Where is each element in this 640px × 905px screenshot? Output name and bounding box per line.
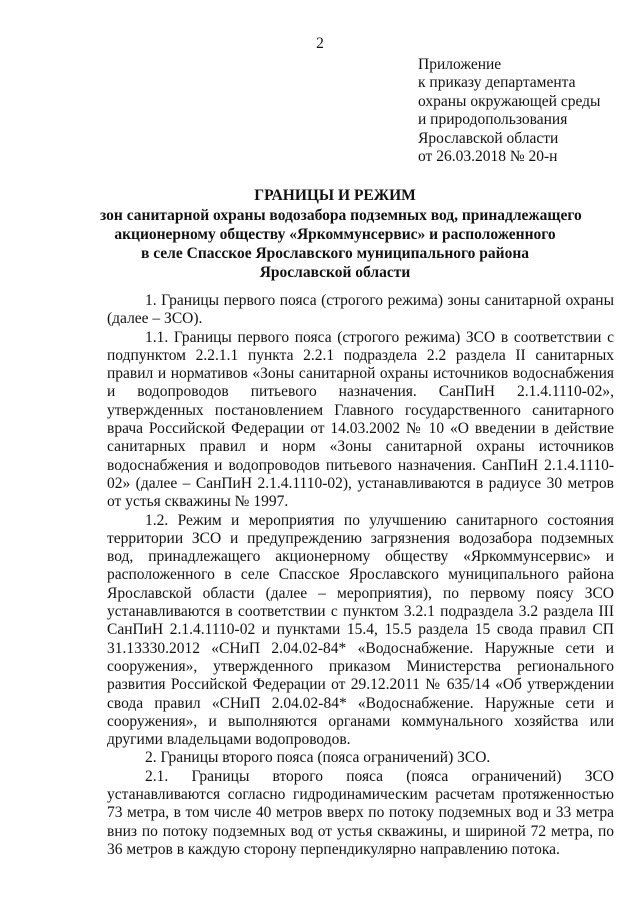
document-body [107,292,614,859]
appendix-header [418,56,633,166]
main-title: ГРАНИЦЫ И РЕЖИМ [254,187,416,204]
page-number: 2 [316,35,324,52]
paragraph-1-1: 1.1. Границы первого пояса (строгого режима) ЗСО в соответствии с подпунктом 2.2.1.1 пункта 2.2.1 подраздела 2.2 раздела II санитарных правил и нормативов «Зоны санитарной охраны источников водоснабжения и водопроводов питьевого назначения. СанПиН 2.1.4.1110-02», утвержденных постановлением Главного государственного санитарного врача Российской Федерации от 14.03.2002 № 10 «О введении в действие санитарных правил и норм «Зоны санитарной охраны источников водоснабжения и водопроводов питьевого назначения. СанПиН 2.1.4.1110-02» (далее – СанПиН 2.1.4.1110-02), устанавливаются в радиусе 30 метров от устья скважины № 1997. [107,328,614,511]
appendix-line: Приложение [418,56,502,73]
paragraph-2-1: 2.1. Границы второго пояса (пояса ограничений) ЗСО устанавливаются согласно гидродинамическим расчетам протяженностью 73 метра, в том числе 40 метров вверх по потоку подземных вод и 33 метра вниз по потоку подземных вод от устья скважины, и шириной 72 метра, по 36 метров в каждую сторону перпендикулярно направлению потока. [107,767,614,858]
paragraph-section-2: 2. Границы второго пояса (пояса ограничений) ЗСО. [145,749,491,767]
appendix-line: от 26.03.2018 № 20-н [418,148,558,166]
appendix-line: к приказу департамента [418,74,576,92]
paragraph-1-2: 1.2. Режим и мероприятия по улучшению санитарного состояния территории ЗСО и предупреждению загрязнения водозабора подземных вод, принадлежащего акционерному обществу «Яркоммунсервис» и расположенного в селе Спасское Ярославского муниципального района Ярославской области (далее – мероприятия), по первому поясу ЗСО устанавливаются в соответствии с пунктом 3.2.1 подраздела 3.2 раздела III СанПиН 2.1.4.1110-02 и пунктами 15.4, 15.5 раздела 15 свода правил СП 31.13330.2012 «СНиП 2.04.02-84* «Водоснабжение. Наружные сети и сооружения», утвержденного приказом Министерства регионального развития Российской Федерации от 29.12.2011 № 635/14 «Об утверждении свода правил «СНиП 2.04.02-84* «Водоснабжение. Наружные сети и сооружения», и выполняются органами коммунального хозяйства или другими владельцами водопроводов. [107,511,614,749]
subtitle-line: Ярославской области [259,264,411,281]
subtitle-line: зон санитарной охраны водозабора подземных вод, принадлежащего [100,207,582,224]
subtitle-line: акционерному обществу «Яркоммунсервис» и расположенного [114,226,556,243]
appendix-line: Ярославской области [418,129,559,147]
subtitle-line: в селе Спасское Ярославского муниципального района [140,245,530,262]
document-title [100,186,582,282]
appendix-line: охраны окружающей среды [418,92,601,110]
appendix-line: и природопользования [418,111,568,129]
paragraph-section-1: 1. Границы первого пояса (строгого режима) зоны санитарной охраны (далее – ЗСО). [107,292,614,328]
